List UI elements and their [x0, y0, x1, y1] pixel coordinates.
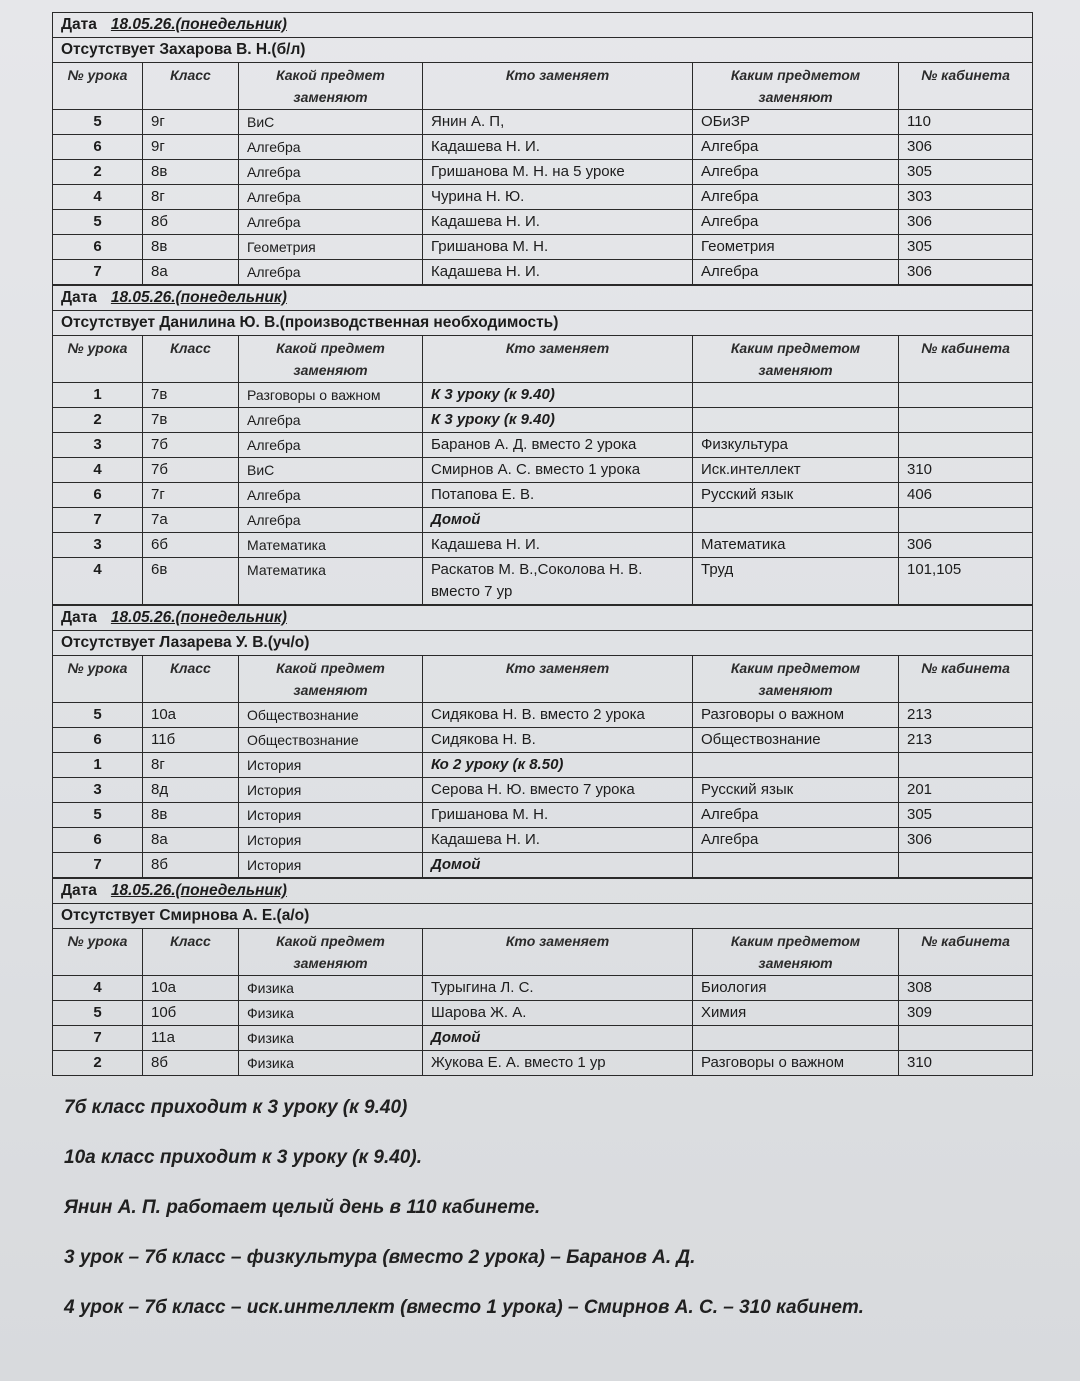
substitution-table: [52, 285, 1033, 605]
header-replacer: Кто заменяет: [423, 63, 693, 110]
new-subject-cell: Обществознание: [693, 728, 899, 753]
room-cell: [899, 408, 1033, 433]
note-line: Янин А. П. работает целый день в 110 кабинете.: [64, 1197, 541, 1218]
new-subject-cell: Геометрия: [693, 235, 899, 260]
lesson-number-cell: 7: [53, 508, 143, 533]
room-cell: 406: [899, 483, 1033, 508]
new-subject-cell: [693, 508, 899, 533]
header-replaced-subject: Какой предмет заменяют: [239, 336, 423, 383]
class-cell: 6в: [143, 558, 239, 605]
header-lesson-number: № урока: [53, 336, 143, 383]
table-header-row: [53, 929, 1033, 976]
absent-teacher: Отсутствует Захарова В. Н.(б/л): [53, 38, 1033, 63]
class-cell: 9г: [143, 110, 239, 135]
lesson-number-cell: 1: [53, 753, 143, 778]
lesson-number-cell: 3: [53, 533, 143, 558]
room-cell: 305: [899, 160, 1033, 185]
new-subject-cell: [693, 408, 899, 433]
header-class: Класс: [143, 63, 239, 110]
replacer-cell: Кадашева Н. И.: [423, 210, 693, 235]
replacer-cell: Домой: [423, 1026, 693, 1051]
lesson-number-cell: 6: [53, 235, 143, 260]
lesson-number-cell: 5: [53, 803, 143, 828]
table-row: [53, 803, 1033, 828]
room-cell: 303: [899, 185, 1033, 210]
replaced-subject-cell: История: [239, 828, 423, 853]
new-subject-cell: Алгебра: [693, 803, 899, 828]
new-subject-cell: [693, 753, 899, 778]
replacer-cell: Кадашева Н. И.: [423, 828, 693, 853]
date-cell: [53, 13, 1033, 38]
room-cell: [899, 1026, 1033, 1051]
header-replaced-subject: Какой предмет заменяют: [239, 929, 423, 976]
date-value: 18.05.26.(понедельник): [110, 609, 287, 626]
table-row: [53, 1026, 1033, 1051]
replaced-subject-cell: ВиС: [239, 458, 423, 483]
replacer-cell: К 3 уроку (к 9.40): [423, 383, 693, 408]
class-cell: 7в: [143, 408, 239, 433]
replaced-subject-cell: Физика: [239, 1026, 423, 1051]
header-room: № кабинета: [899, 336, 1033, 383]
class-cell: 11а: [143, 1026, 239, 1051]
replacer-cell: Гришанова М. Н. на 5 уроке: [423, 160, 693, 185]
header-replaced-subject: Какой предмет заменяют: [239, 656, 423, 703]
class-cell: 8в: [143, 803, 239, 828]
date-cell: [53, 879, 1033, 904]
absent-teacher-row: [53, 631, 1033, 656]
date-value: 18.05.26.(понедельник): [110, 16, 287, 33]
header-room: № кабинета: [899, 929, 1033, 976]
header-class: Класс: [143, 656, 239, 703]
absent-teacher-row: [53, 38, 1033, 63]
lesson-number-cell: 1: [53, 383, 143, 408]
note-line: 10а класс приходит к 3 уроку (к 9.40).: [64, 1147, 422, 1168]
date-cell: [53, 606, 1033, 631]
room-cell: 306: [899, 260, 1033, 285]
replacer-cell: Домой: [423, 508, 693, 533]
table-row: [53, 976, 1033, 1001]
class-cell: 8а: [143, 828, 239, 853]
replacer-cell: Шарова Ж. А.: [423, 1001, 693, 1026]
lesson-number-cell: 5: [53, 1001, 143, 1026]
note-line: 7б класс приходит к 3 уроку (к 9.40): [64, 1097, 408, 1118]
room-cell: 306: [899, 135, 1033, 160]
new-subject-cell: Алгебра: [693, 160, 899, 185]
replacer-cell: Домой: [423, 853, 693, 878]
absent-teacher-row: [53, 311, 1033, 336]
date-label: Дата: [61, 289, 97, 306]
replaced-subject-cell: Разговоры о важном: [239, 383, 423, 408]
header-new-subject: Каким предметом заменяют: [693, 63, 899, 110]
date-row: [53, 879, 1033, 904]
replaced-subject-cell: История: [239, 803, 423, 828]
replacer-cell: Раскатов М. В.,Соколова Н. В. вместо 7 ур: [423, 558, 693, 605]
new-subject-cell: ОБиЗР: [693, 110, 899, 135]
class-cell: 8г: [143, 753, 239, 778]
lesson-number-cell: 4: [53, 558, 143, 605]
table-row: [53, 260, 1033, 285]
table-row: [53, 778, 1033, 803]
lesson-number-cell: 5: [53, 110, 143, 135]
class-cell: 9г: [143, 135, 239, 160]
lesson-number-cell: 7: [53, 853, 143, 878]
replaced-subject-cell: Физика: [239, 976, 423, 1001]
room-cell: 306: [899, 533, 1033, 558]
replacer-cell: Гришанова М. Н.: [423, 235, 693, 260]
lesson-number-cell: 2: [53, 160, 143, 185]
lesson-number-cell: 6: [53, 828, 143, 853]
new-subject-cell: [693, 1026, 899, 1051]
replacer-cell: Баранов А. Д. вместо 2 урока: [423, 433, 693, 458]
lesson-number-cell: 5: [53, 703, 143, 728]
table-row: [53, 110, 1033, 135]
header-class: Класс: [143, 929, 239, 976]
class-cell: 7б: [143, 433, 239, 458]
class-cell: 8д: [143, 778, 239, 803]
replacer-cell: Потапова Е. В.: [423, 483, 693, 508]
table-row: [53, 135, 1033, 160]
room-cell: 101,105: [899, 558, 1033, 605]
table-row: [53, 533, 1033, 558]
room-cell: 213: [899, 728, 1033, 753]
date-value: 18.05.26.(понедельник): [110, 882, 287, 899]
lesson-number-cell: 3: [53, 433, 143, 458]
replacer-cell: Турыгина Л. С.: [423, 976, 693, 1001]
room-cell: 305: [899, 235, 1033, 260]
replacer-cell: Чурина Н. Ю.: [423, 185, 693, 210]
class-cell: 6б: [143, 533, 239, 558]
header-class: Класс: [143, 336, 239, 383]
room-cell: 306: [899, 210, 1033, 235]
new-subject-cell: Русский язык: [693, 483, 899, 508]
new-subject-cell: Алгебра: [693, 210, 899, 235]
table-row: [53, 235, 1033, 260]
notes-block: [64, 1093, 1024, 1343]
class-cell: 8в: [143, 235, 239, 260]
replacer-cell: Серова Н. Ю. вместо 7 урока: [423, 778, 693, 803]
replaced-subject-cell: История: [239, 778, 423, 803]
new-subject-cell: Математика: [693, 533, 899, 558]
new-subject-cell: Физкультура: [693, 433, 899, 458]
header-replacer: Кто заменяет: [423, 336, 693, 383]
room-cell: [899, 853, 1033, 878]
table-header-row: [53, 656, 1033, 703]
table-row: [53, 383, 1033, 408]
class-cell: 8г: [143, 185, 239, 210]
replaced-subject-cell: Физика: [239, 1051, 423, 1076]
room-cell: [899, 753, 1033, 778]
room-cell: 308: [899, 976, 1033, 1001]
table-row: [53, 160, 1033, 185]
room-cell: 310: [899, 458, 1033, 483]
lesson-number-cell: 3: [53, 778, 143, 803]
room-cell: [899, 508, 1033, 533]
replaced-subject-cell: Алгебра: [239, 260, 423, 285]
header-lesson-number: № урока: [53, 63, 143, 110]
table-row: [53, 458, 1033, 483]
new-subject-cell: Биология: [693, 976, 899, 1001]
date-row: [53, 286, 1033, 311]
replaced-subject-cell: Обществознание: [239, 728, 423, 753]
class-cell: 7г: [143, 483, 239, 508]
room-cell: 306: [899, 828, 1033, 853]
new-subject-cell: Разговоры о важном: [693, 703, 899, 728]
class-cell: 10а: [143, 703, 239, 728]
header-new-subject: Каким предметом заменяют: [693, 656, 899, 703]
date-label: Дата: [61, 882, 97, 899]
replaced-subject-cell: Алгебра: [239, 210, 423, 235]
note-line: 4 урок – 7б класс – иск.интеллект (вместо 1 урока) – Смирнов А. С. – 310 кабинет.: [64, 1297, 864, 1318]
table-row: [53, 853, 1033, 878]
room-cell: 110: [899, 110, 1033, 135]
new-subject-cell: Труд: [693, 558, 899, 605]
class-cell: 8в: [143, 160, 239, 185]
table-row: [53, 508, 1033, 533]
table-row: [53, 828, 1033, 853]
class-cell: 8б: [143, 853, 239, 878]
replaced-subject-cell: Обществознание: [239, 703, 423, 728]
room-cell: 310: [899, 1051, 1033, 1076]
replacer-cell: Сидякова Н. В.: [423, 728, 693, 753]
new-subject-cell: Алгебра: [693, 185, 899, 210]
absent-teacher: Отсутствует Лазарева У. В.(уч/о): [53, 631, 1033, 656]
lesson-number-cell: 6: [53, 483, 143, 508]
room-cell: [899, 383, 1033, 408]
lesson-number-cell: 7: [53, 260, 143, 285]
substitution-table: [52, 605, 1033, 878]
date-label: Дата: [61, 16, 97, 33]
table-row: [53, 185, 1033, 210]
table-row: [53, 1001, 1033, 1026]
class-cell: 11б: [143, 728, 239, 753]
replaced-subject-cell: Алгебра: [239, 408, 423, 433]
replaced-subject-cell: Математика: [239, 558, 423, 605]
table-row: [53, 753, 1033, 778]
class-cell: 10а: [143, 976, 239, 1001]
room-cell: 305: [899, 803, 1033, 828]
replacer-cell: Смирнов А. С. вместо 1 урока: [423, 458, 693, 483]
replacer-cell: Жукова Е. А. вместо 1 ур: [423, 1051, 693, 1076]
replaced-subject-cell: Физика: [239, 1001, 423, 1026]
replaced-subject-cell: Математика: [239, 533, 423, 558]
replaced-subject-cell: Алгебра: [239, 135, 423, 160]
header-lesson-number: № урока: [53, 656, 143, 703]
table-row: [53, 1051, 1033, 1076]
replaced-subject-cell: Алгебра: [239, 160, 423, 185]
new-subject-cell: Химия: [693, 1001, 899, 1026]
header-replacer: Кто заменяет: [423, 929, 693, 976]
room-cell: 201: [899, 778, 1033, 803]
new-subject-cell: [693, 383, 899, 408]
replacer-cell: Кадашева Н. И.: [423, 533, 693, 558]
header-new-subject: Каким предметом заменяют: [693, 336, 899, 383]
new-subject-cell: Русский язык: [693, 778, 899, 803]
header-replacer: Кто заменяет: [423, 656, 693, 703]
table-header-row: [53, 63, 1033, 110]
header-room: № кабинета: [899, 656, 1033, 703]
date-row: [53, 13, 1033, 38]
absent-teacher: Отсутствует Данилина Ю. В.(производственная необходимость): [53, 311, 1033, 336]
class-cell: 8б: [143, 1051, 239, 1076]
replaced-subject-cell: Алгебра: [239, 508, 423, 533]
header-new-subject: Каким предметом заменяют: [693, 929, 899, 976]
date-row: [53, 606, 1033, 631]
table-row: [53, 703, 1033, 728]
replaced-subject-cell: Геометрия: [239, 235, 423, 260]
absent-teacher-row: [53, 904, 1033, 929]
class-cell: 7а: [143, 508, 239, 533]
replaced-subject-cell: Алгебра: [239, 483, 423, 508]
replaced-subject-cell: История: [239, 853, 423, 878]
lesson-number-cell: 2: [53, 1051, 143, 1076]
new-subject-cell: [693, 853, 899, 878]
room-cell: [899, 433, 1033, 458]
class-cell: 10б: [143, 1001, 239, 1026]
class-cell: 8б: [143, 210, 239, 235]
date-cell: [53, 286, 1033, 311]
replacer-cell: К 3 уроку (к 9.40): [423, 408, 693, 433]
new-subject-cell: Алгебра: [693, 135, 899, 160]
new-subject-cell: Разговоры о важном: [693, 1051, 899, 1076]
lesson-number-cell: 4: [53, 458, 143, 483]
table-row: [53, 558, 1033, 605]
table-header-row: [53, 336, 1033, 383]
replacer-cell: Гришанова М. Н.: [423, 803, 693, 828]
lesson-number-cell: 2: [53, 408, 143, 433]
lesson-number-cell: 4: [53, 976, 143, 1001]
replacer-cell: Янин А. П,: [423, 110, 693, 135]
replaced-subject-cell: ВиС: [239, 110, 423, 135]
new-subject-cell: Алгебра: [693, 828, 899, 853]
lesson-number-cell: 4: [53, 185, 143, 210]
date-label: Дата: [61, 609, 97, 626]
class-cell: 7б: [143, 458, 239, 483]
class-cell: 7в: [143, 383, 239, 408]
table-row: [53, 728, 1033, 753]
substitution-table: [52, 12, 1033, 285]
substitution-tables: [52, 12, 1032, 1076]
table-row: [53, 408, 1033, 433]
replacer-cell: Кадашева Н. И.: [423, 135, 693, 160]
table-row: [53, 483, 1033, 508]
lesson-number-cell: 6: [53, 135, 143, 160]
new-subject-cell: Иск.интеллект: [693, 458, 899, 483]
table-row: [53, 210, 1033, 235]
room-cell: 309: [899, 1001, 1033, 1026]
header-lesson-number: № урока: [53, 929, 143, 976]
new-subject-cell: Алгебра: [693, 260, 899, 285]
replaced-subject-cell: Алгебра: [239, 185, 423, 210]
lesson-number-cell: 5: [53, 210, 143, 235]
replaced-subject-cell: Алгебра: [239, 433, 423, 458]
replacer-cell: Кадашева Н. И.: [423, 260, 693, 285]
table-row: [53, 433, 1033, 458]
header-replaced-subject: Какой предмет заменяют: [239, 63, 423, 110]
note-line: 3 урок – 7б класс – физкультура (вместо 2 урока) – Баранов А. Д.: [64, 1247, 696, 1268]
absent-teacher: Отсутствует Смирнова А. Е.(а/о): [53, 904, 1033, 929]
class-cell: 8а: [143, 260, 239, 285]
replacer-cell: Сидякова Н. В. вместо 2 урока: [423, 703, 693, 728]
lesson-number-cell: 7: [53, 1026, 143, 1051]
room-cell: 213: [899, 703, 1033, 728]
substitution-table: [52, 878, 1033, 1076]
lesson-number-cell: 6: [53, 728, 143, 753]
replaced-subject-cell: История: [239, 753, 423, 778]
header-room: № кабинета: [899, 63, 1033, 110]
replacer-cell: Ко 2 уроку (к 8.50): [423, 753, 693, 778]
date-value: 18.05.26.(понедельник): [110, 289, 287, 306]
